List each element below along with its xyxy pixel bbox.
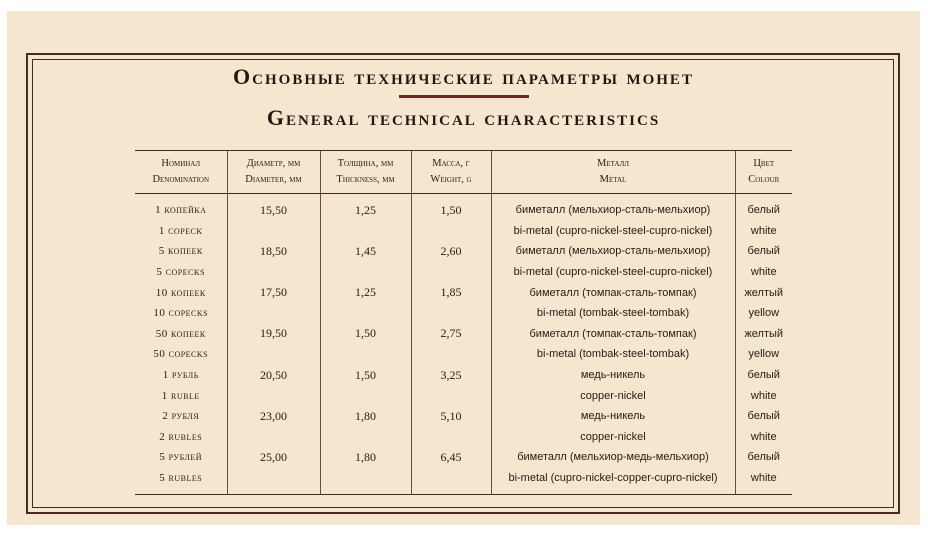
cell-diameter	[227, 385, 320, 406]
cell-diameter	[227, 221, 320, 242]
cell-weight: 1,50	[411, 194, 491, 221]
cell-thickness	[320, 303, 411, 324]
cell-metal: медь-никель	[491, 406, 735, 427]
cell-weight: 2,60	[411, 241, 491, 262]
cell-thickness: 1,25	[320, 194, 411, 221]
cell-diameter	[227, 344, 320, 365]
cell-thickness: 1,50	[320, 324, 411, 345]
header-diameter-ru: Диаметр, мм	[246, 158, 301, 169]
cell-thickness: 1,50	[320, 365, 411, 386]
cell-thickness	[320, 468, 411, 495]
table-row	[135, 262, 792, 283]
cell-diameter: 17,50	[227, 282, 320, 303]
cell-metal: bi-metal (tombak-steel-tombak)	[491, 303, 735, 324]
cell-metal: bi-metal (tombak-steel-tombak)	[491, 344, 735, 365]
cell-weight	[411, 468, 491, 495]
cell-denomination: 1 копейка	[155, 204, 207, 217]
table-row	[135, 365, 792, 386]
cell-weight: 3,25	[411, 365, 491, 386]
header-diameter	[227, 151, 320, 194]
table-row	[135, 282, 792, 303]
cell-colour: белый	[735, 194, 792, 221]
table-row	[135, 303, 792, 324]
cell-denomination: 1 copeck	[158, 224, 203, 237]
cell-weight: 1,85	[411, 282, 491, 303]
table-row	[135, 221, 792, 242]
cell-thickness	[320, 221, 411, 242]
header-diameter-en: Diameter, мм	[245, 174, 302, 185]
header-denomination-en: Denomination	[152, 174, 210, 185]
header-metal-en: Metal	[599, 174, 627, 185]
cell-metal: bi-metal (cupro-nickel-copper-cupro-nickel)	[491, 468, 735, 495]
table-row	[135, 385, 792, 406]
header-metal-ru: Металл	[596, 158, 630, 169]
cell-thickness	[320, 427, 411, 448]
cell-denomination: 5 копеек	[158, 245, 203, 258]
cell-colour: white	[735, 468, 792, 495]
table-row	[135, 468, 792, 495]
cell-weight: 2,75	[411, 324, 491, 345]
cell-metal: биметалл (томпак-сталь-томпак)	[491, 324, 735, 345]
cell-diameter: 23,00	[227, 406, 320, 427]
cell-colour: белый	[735, 365, 792, 386]
table-header-row	[135, 151, 792, 194]
cell-weight	[411, 303, 491, 324]
cell-colour: белый	[735, 447, 792, 468]
header-colour-en: Colour	[748, 174, 780, 185]
cell-weight	[411, 427, 491, 448]
cell-weight	[411, 262, 491, 283]
table-row	[135, 344, 792, 365]
cell-diameter: 18,50	[227, 241, 320, 262]
table-row	[135, 406, 792, 427]
cell-colour: желтый	[735, 282, 792, 303]
cell-diameter	[227, 262, 320, 283]
title-english: General technical characteristics	[266, 105, 661, 130]
cell-metal: биметалл (томпак-сталь-томпак)	[491, 282, 735, 303]
cell-diameter: 15,50	[227, 194, 320, 221]
cell-weight	[411, 344, 491, 365]
cell-diameter: 25,00	[227, 447, 320, 468]
cell-denomination: 5 рублей	[159, 451, 203, 464]
cell-thickness: 1,25	[320, 282, 411, 303]
header-denomination-ru: Номинал	[161, 158, 201, 169]
cell-thickness	[320, 344, 411, 365]
title-russian: Основные технические параметры монет	[233, 64, 694, 89]
header-weight	[411, 151, 491, 194]
cell-weight	[411, 385, 491, 406]
cell-denomination: 10 копеек	[155, 286, 206, 299]
cell-denomination: 5 rubles	[135, 468, 227, 495]
cell-thickness	[320, 262, 411, 283]
cell-denomination: 1 ruble	[161, 389, 200, 402]
cell-colour: white	[735, 385, 792, 406]
table-row	[135, 447, 792, 468]
table-row	[135, 427, 792, 448]
cell-colour: white	[735, 427, 792, 448]
cell-colour: белый	[735, 406, 792, 427]
header-metal	[491, 151, 735, 194]
cell-denomination: 50 copecks	[153, 348, 209, 361]
header-weight-ru: Масса, г	[432, 158, 470, 169]
cell-thickness: 1,45	[320, 241, 411, 262]
cell-metal: биметалл (мельхиор-сталь-мельхиор)	[491, 194, 735, 221]
cell-denomination: 5 copecks	[156, 266, 206, 279]
header-colour	[735, 151, 792, 194]
cell-colour: white	[735, 221, 792, 242]
cell-weight: 5,10	[411, 406, 491, 427]
cell-denomination: 2 rubles	[159, 430, 203, 443]
cell-colour: белый	[735, 241, 792, 262]
header-denomination	[135, 151, 227, 194]
table-row	[135, 324, 792, 345]
cell-thickness	[320, 385, 411, 406]
cell-metal: биметалл (мельхиор-сталь-мельхиор)	[491, 241, 735, 262]
cell-diameter	[227, 427, 320, 448]
cell-diameter: 20,50	[227, 365, 320, 386]
cell-denomination: 10 copecks	[153, 307, 209, 320]
header-thickness-ru: Толщина, мм	[337, 158, 394, 169]
cell-denomination: 1 рубль	[162, 369, 199, 382]
header-thickness-en: Thickness, мм	[336, 174, 395, 185]
cell-colour: white	[735, 262, 792, 283]
cell-diameter	[227, 468, 320, 495]
spec-card	[7, 11, 920, 525]
cell-diameter: 19,50	[227, 324, 320, 345]
cell-metal: copper-nickel	[491, 427, 735, 448]
cell-thickness: 1,80	[320, 447, 411, 468]
cell-metal: биметалл (мельхиор-медь-мельхиор)	[491, 447, 735, 468]
title-divider-rule	[399, 95, 529, 98]
cell-diameter	[227, 303, 320, 324]
cell-weight: 6,45	[411, 447, 491, 468]
cell-denomination: 2 рубля	[162, 410, 200, 423]
table-row	[135, 194, 792, 221]
header-colour-ru: Цвет	[753, 158, 775, 169]
technical-characteristics-table	[135, 150, 792, 495]
cell-metal: bi-metal (cupro-nickel-steel-cupro-nickel)	[491, 262, 735, 283]
header-thickness	[320, 151, 411, 194]
header-weight-en: Weight, g	[430, 174, 472, 185]
cell-colour: желтый	[735, 324, 792, 345]
cell-metal: copper-nickel	[491, 385, 735, 406]
cell-weight	[411, 221, 491, 242]
cell-colour: yellow	[735, 303, 792, 324]
cell-thickness: 1,80	[320, 406, 411, 427]
cell-metal: медь-никель	[491, 365, 735, 386]
cell-denomination: 50 копеек	[155, 327, 206, 340]
cell-metal: bi-metal (cupro-nickel-steel-cupro-nickel)	[491, 221, 735, 242]
table-row	[135, 241, 792, 262]
cell-colour: yellow	[735, 344, 792, 365]
